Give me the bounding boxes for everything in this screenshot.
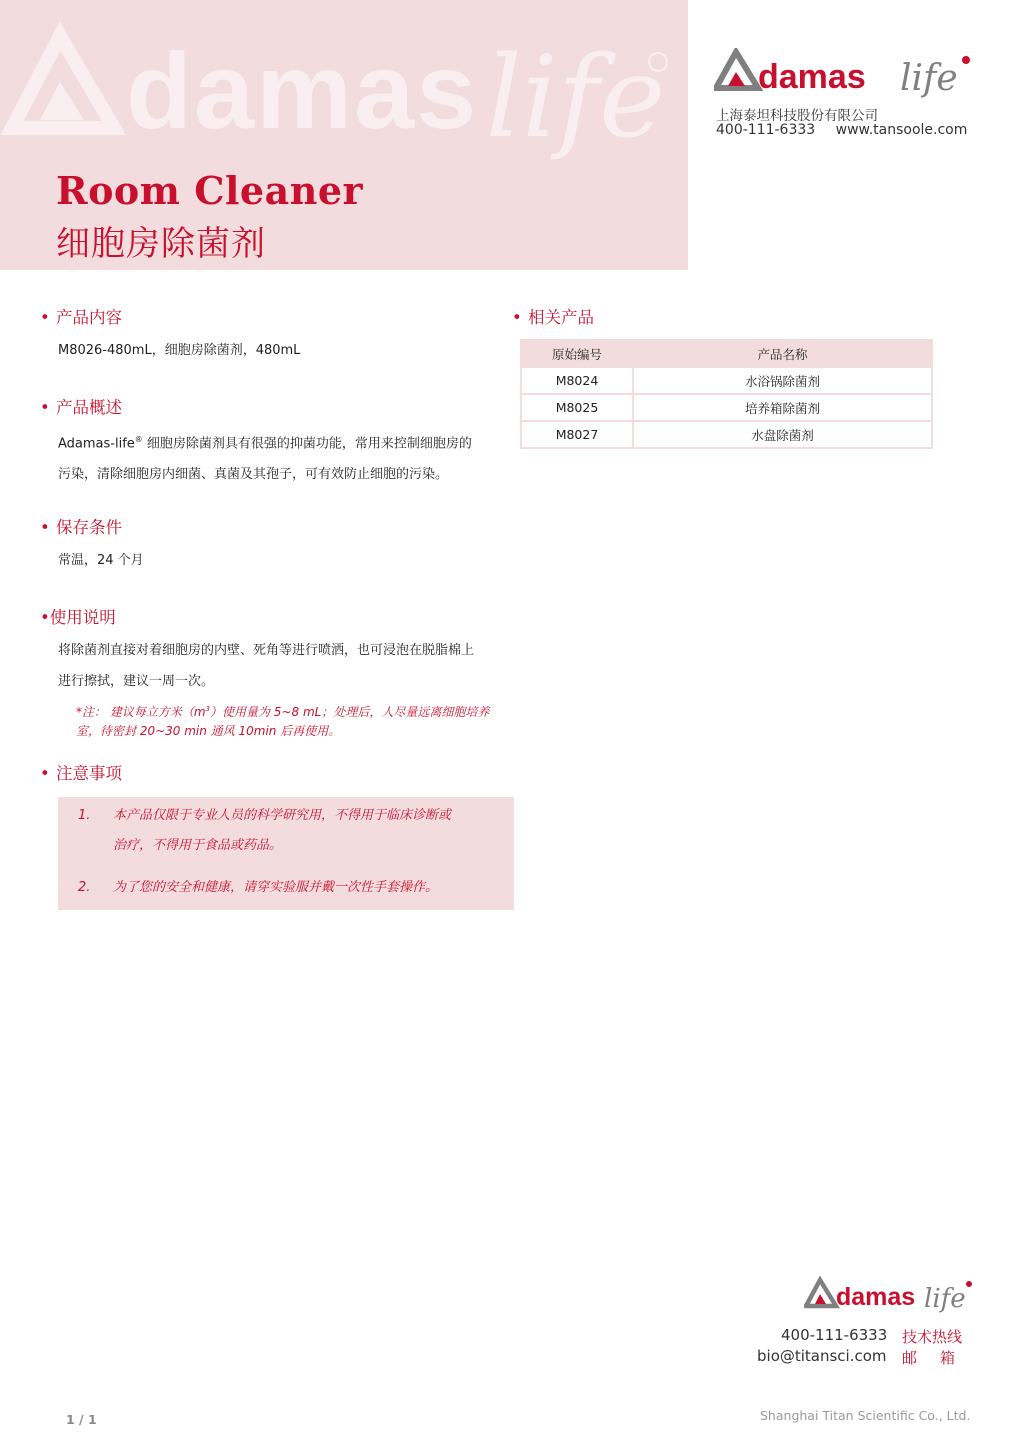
usage-text: 将除菌剂直接对着细胞房的内壁、死角等进行喷洒，也可浸泡在脱脂棉上 进行擦拭，建议一周一次。: [58, 643, 475, 689]
header-website[interactable]: www.tansoole.com: [835, 122, 968, 138]
column-header-code: 原始编号: [521, 340, 633, 367]
footer-email[interactable]: bio@titansci.com: [757, 1347, 887, 1365]
section-overview-heading: • 产品概述: [40, 398, 122, 417]
brand-logo: [714, 48, 984, 108]
header-phone: 400-111-6333: [716, 122, 816, 138]
section-storage-heading: • 保存条件: [40, 518, 122, 537]
usage-note: *注： 建议每立方米$(m^3)$使用量为 5~8 mL；处理后，人尽量远离细胞培养 室，待密封 20~30 min 通风 10min 后再使用。: [76, 705, 490, 738]
bullet-icon: •: [40, 308, 50, 327]
brand-wordmark: damas: [758, 58, 866, 96]
bullet-icon: •: [40, 518, 50, 537]
bullet-icon: •: [512, 308, 522, 327]
product-title-cn: 细胞房除菌剂: [56, 224, 266, 264]
table-row: [521, 421, 932, 448]
brand-script: life: [900, 58, 958, 99]
page-number: 1 / 1: [66, 1412, 97, 1427]
watermark-script: life: [486, 33, 666, 163]
contents-text: M8026-480mL，细胞房除菌剂，480mL: [58, 343, 301, 358]
watermark-wordmark: damas: [126, 30, 479, 151]
cautions-box: 1. 本产品仅限于专业人员的科学研究用，不得用于临床诊断或 治疗，不得用于食品或药品。 2. 为了您的安全和健康，请穿实验服并戴一次性手套操作。: [58, 797, 514, 910]
column-header-name: 产品名称: [633, 340, 932, 367]
cell-name: 水盘除菌剂: [633, 421, 932, 448]
footer-brand-script: life: [924, 1284, 966, 1314]
section-cautions-heading: • 注意事项: [40, 764, 122, 783]
storage-text: 常温，24 个月: [58, 553, 144, 568]
footer-phone-label: 技术热线: [902, 1328, 963, 1346]
cell-code: M8024: [521, 367, 633, 394]
table-header-row: [521, 340, 932, 367]
cell-code: M8027: [521, 421, 633, 448]
section-related-heading: • 相关产品: [512, 308, 594, 327]
company-name: 上海泰坦科技股份有限公司: [716, 108, 878, 124]
footer-brand-logo: [804, 1274, 979, 1318]
table-row: [521, 367, 932, 394]
contact-line: [716, 122, 967, 138]
cell-code: M8025: [521, 394, 633, 421]
watermark-logo: [0, 20, 688, 180]
bullet-icon: •: [40, 398, 50, 417]
product-title-en: Room Cleaner: [56, 168, 364, 213]
bullet-icon: •: [40, 764, 50, 783]
section-usage-heading: •使用说明: [40, 608, 116, 627]
footer-company: Shanghai Titan Scientific Co., Ltd.: [760, 1408, 971, 1423]
related-products-table: [520, 339, 933, 449]
overview-text: Adamas-life® 细胞房除菌剂具有很强的抑菌功能，常用来控制细胞房的 污染，清除细胞房内细菌、真菌及其孢子，可有效防止细胞的污染。: [58, 435, 472, 483]
footer-email-label: 邮箱: [902, 1349, 979, 1367]
cell-name: 水浴锅除菌剂: [633, 367, 932, 394]
section-contents-heading: • 产品内容: [40, 308, 122, 327]
cell-name: 培养箱除菌剂: [633, 394, 932, 421]
header-panel: [0, 0, 688, 270]
footer-phone: 400-111-6333: [781, 1326, 888, 1344]
table-row: [521, 394, 932, 421]
footer-brand-wordmark: damas: [836, 1283, 916, 1311]
